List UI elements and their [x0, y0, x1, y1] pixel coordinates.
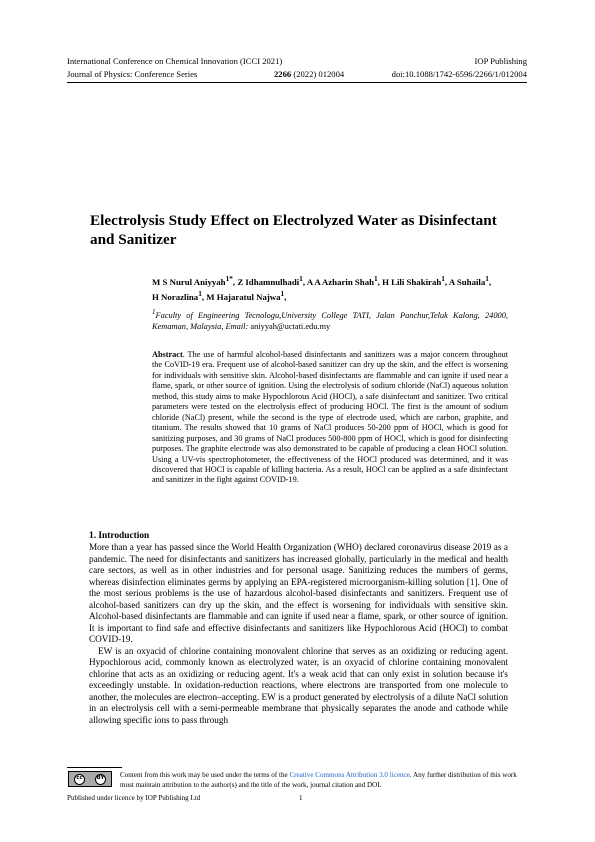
license-link[interactable]: Creative Commons Attribution 3.0 licence [289, 771, 410, 779]
section-heading-introduction: 1. Introduction [89, 531, 150, 541]
affiliation: $^1$Faculty of Engineering Tecnologu,University College TATI, Jalan Panchur,Teluk Kalong, 24000, Kemaman, Malaysia, Email: aniyyah@uctati.edu.my [152, 308, 508, 331]
paragraph: More than a year has passed since the World Health Organization (WHO) declared coronavirus disease 2019 as a pandemic. The need for disinfectants and sanitizers has increased globally, particularly in the medical and health care sectors, as well as in other industries and for personal usage. Sanitizing reduces the numbers of germs, whereas disinfection eliminates germs by applying an EPA-registered microorganism-killing solution [1]. One of the most serious problems is the use of hazardous alcohol-based disinfectants and sanitizers. Frequent use of alcohol-based sanitizers can dry up the skin, and the effect is worsening for individuals with sensitive skin. Alcohol-based disinfectants are flammable and can ignite if used near a flame, spark, or other source of ignition. It is important to find safe and effective disinfectants and sanitizers like Hypochlorous Acid (HOCl) to combat COVID-19. [89, 542, 508, 644]
affiliation-marker: 1 [152, 308, 156, 316]
cc-by-license-badge[interactable] [68, 771, 112, 787]
journal-name: Journal of Physics: Conference Series [67, 69, 198, 79]
publisher-name: IOP Publishing [474, 56, 527, 66]
abstract-text: The use of harmful alcohol-based disinfectants and sanitizers was a major concern throughout the CoVID-19 era. Frequent use of alcohol-based sanitizer can dry up the skin, and the effect is worsening for individuals with sensitive skin. Alcohol-based disinfectants are flammable and can ignite if used near a flame, spark, or other source of ignition. Using the electrolysis of sodium chloride (NaCl) aqueous solution method, this study aims to make Hypochlorous Acid (HOCl), a safe disinfectant and sanitizer. Two critical parameters were tested on the electrolysis effect of producing HOCl. The first is the amount of sodium chloride (NaCl) present, while the second is the type of electrode used, which are carbon, graphite, and titanium. The results showed that 10 grams of NaCl produces 50-200 ppm of HOCl, which is good for sanitizing purposes, and 30 grams of NaCl produces 500-800 ppm of HOCl, which is good for disinfecting purposes. The graphite electrode was also demonstrated to be capable of producing a clean HOCl solution. Using a UV-vis spectrophotometer, the effectiveness of the HOCl produced was determined, and it was discovered that HOCl is capable of killing bacteria. As a result, HOCl can be applied as a safe disinfectant and sanitizer in the fight against COVID-19. [152, 350, 508, 485]
abstract: Abstract. The use of harmful alcohol-based disinfectants and sanitizers was a major concern throughout the CoVID-19 era. Frequent use of alcohol-based sanitizer can dry up the skin, and the effect is worsening for individuals with sensitive skin. Alcohol-based disinfectants are flammable and can ignite if used near a flame, spark, or other source of ignition. Using the electrolysis of sodium chloride (NaCl) aqueous solution method, this study aims to make Hypochlorous Acid (HOCl), a safe disinfectant and sanitizer. Two critical parameters were tested on the electrolysis effect of producing HOCl. The first is the amount of sodium chloride (NaCl) present, while the second is the type of electrode used, which are carbon, graphite, and titanium. The results showed that 10 grams of NaCl produces 50-200 ppm of HOCl, which is good for sanitizing purposes, and 30 grams of NaCl produces 500-800 ppm of HOCl, which is good for disinfecting purposes. The graphite electrode was also demonstrated to be capable of producing a clean HOCl solution. Using a UV-vis spectrophotometer, the effectiveness of the HOCl produced was determined, and it was discovered that HOCl is capable of killing bacteria. As a result, HOCl can be applied as a safe disinfectant and sanitizer in the fight against COVID-19. [152, 350, 508, 485]
author-email[interactable]: aniyyah@uctati.edu.my [250, 321, 331, 331]
paragraph: EW is an oxyacid of chlorine containing monovalent chlorine that serves as an oxidizing or reducing agent. Hypochlorous acid, commonly known as electrolyzed water, is an oxyacid of chlorine containing monovalent chlorine that acts as an oxidizing or reducing agent. It's a weak acid that can only exist in solution because it's exceedingly unstable. In oxidation-reduction reactions, where electrons are transported from one molecule to another, the molecules are electron–accepting. EW is a product generated by electrolysis of a dilute NaCl solution in an electrolysis cell with a semi-permeable membrane that physically separates the anode and cathode while allowing specific ions to pass through [89, 645, 508, 725]
page-number: 1 [299, 794, 303, 802]
author: A Suhaila$^1$, [448, 274, 492, 287]
license-notice: Content from this work may be used under the terms of the Creative Commons Attribution 3.0 licence. Any further distribution of this work must maintain attribution to the author(s) and the title of the work, journal citation and DOI. [120, 771, 517, 789]
running-header-bottom [67, 69, 527, 83]
author: H Lili Shakirah$^1$, [382, 274, 449, 287]
conference-name: International Conference on Chemical Innovation (ICCI 2021) [67, 56, 283, 66]
volume-number: 2266 [274, 69, 292, 79]
affiliation-text: Faculty of Engineering Tecnologu,University College TATI, Jalan Panchur,Teluk Kalong, 24000, Kemaman, Malaysia, Email [152, 310, 508, 331]
attribution-icon: BY [95, 774, 106, 785]
doi: doi:10.1088/1742-6596/2266/1/012004 [391, 69, 527, 79]
abstract-label: Abstract [152, 350, 183, 359]
running-header-top [67, 56, 527, 67]
author: A A Azharin Shah$^1$, [306, 274, 383, 287]
author: M S Nurul Aniyyah$^{1*}$, [152, 274, 238, 287]
author: M Hajaratul Najwa$^1$, [206, 288, 287, 302]
author-list [152, 273, 508, 303]
paper-title: Electrolysis Study Effect on Electrolyzed Water as Disinfectant and Sanitizer [90, 212, 497, 248]
author: H Norazlina$^1$, [152, 288, 207, 302]
introduction-body [89, 542, 508, 726]
publisher-footer: Published under licence by IOP Publishing Ltd [67, 794, 201, 802]
cc-icon: cc [74, 774, 85, 785]
author: Z Idhamnulhadi$^1$, [237, 274, 307, 287]
volume-info [274, 69, 344, 80]
footnote-rule [67, 767, 122, 768]
year-article: (2022) 012004 [293, 69, 345, 79]
